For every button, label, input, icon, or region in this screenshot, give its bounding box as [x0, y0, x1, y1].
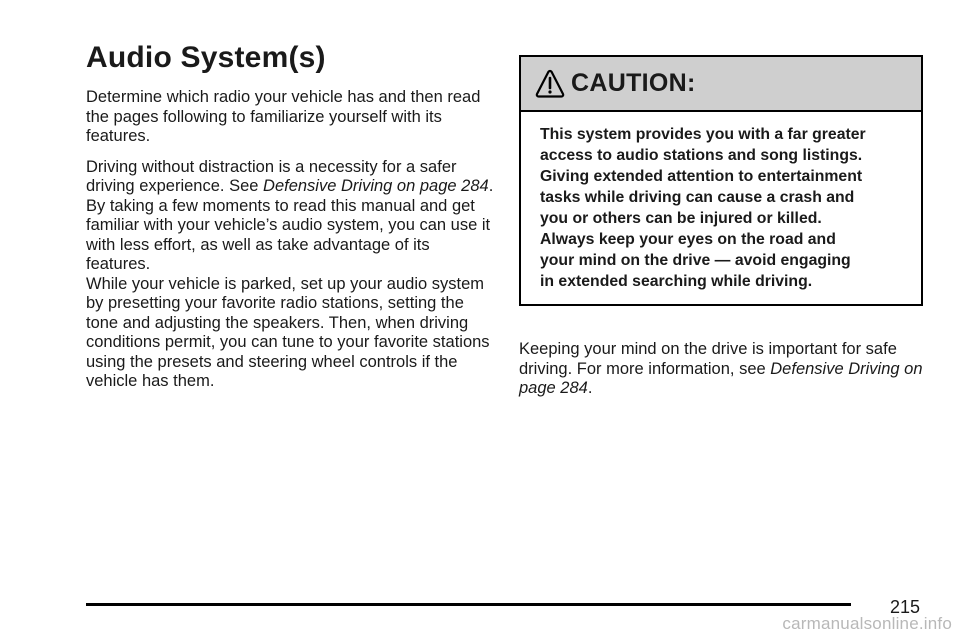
left-column	[86, 40, 496, 403]
caution-line: This system provides you with a far greater	[540, 126, 866, 143]
caution-header	[521, 57, 921, 112]
safe-driving-paragraph	[519, 340, 923, 399]
caution-title: CAUTION:	[571, 69, 696, 97]
right-column	[519, 55, 923, 415]
defensive-driving-reference: Defensive Driving on page 284	[519, 359, 923, 397]
distraction-text: Driving without distraction is a necessity for a safer driving experience. See	[86, 157, 457, 195]
distraction-text-cont: . By taking a few moments to read this manual and get familiar with your vehicle’s audio system, you can use it with less effort, as well as take advantage of its features.	[86, 177, 494, 273]
caution-line: your mind on the drive — avoid engaging	[540, 252, 851, 269]
caution-line: you or others can be injured or killed.	[540, 210, 822, 227]
safe-driving-text: Keeping your mind on the drive is important for safe driving. For more information, see	[519, 340, 897, 378]
page-number: 215	[889, 597, 920, 617]
caution-line: tasks while driving can cause a crash and	[540, 189, 855, 206]
caution-triangle-icon	[535, 69, 565, 99]
caution-line: in extended searching while driving.	[540, 273, 813, 290]
setup-paragraph: While your vehicle is parked, set up your audio system by presetting your favorite radio stations, setting the tone and adjusting the speakers. Then, when driving conditions permit, you can tune to your favorite stations using the presets and steering wheel controls if the vehicle has them.	[86, 274, 490, 390]
section-title: Audio System(s)	[86, 41, 326, 74]
defensive-driving-reference: Defensive Driving on page 284	[263, 177, 489, 195]
distraction-paragraph	[86, 158, 496, 275]
watermark: carmanualsonline.info	[782, 614, 952, 633]
safe-driving-text-end: .	[587, 379, 593, 397]
caution-line: Always keep your eyes on the road and	[540, 231, 836, 248]
caution-line: access to audio stations and song listings.	[540, 147, 863, 164]
footer-rule	[86, 603, 851, 606]
intro-paragraph: Determine which radio your vehicle has and then read the pages following to familiarize yourself with its features.	[86, 88, 481, 145]
caution-text	[521, 112, 921, 304]
caution-line: Giving extended attention to entertainment	[540, 168, 863, 185]
caution-box	[519, 55, 923, 306]
